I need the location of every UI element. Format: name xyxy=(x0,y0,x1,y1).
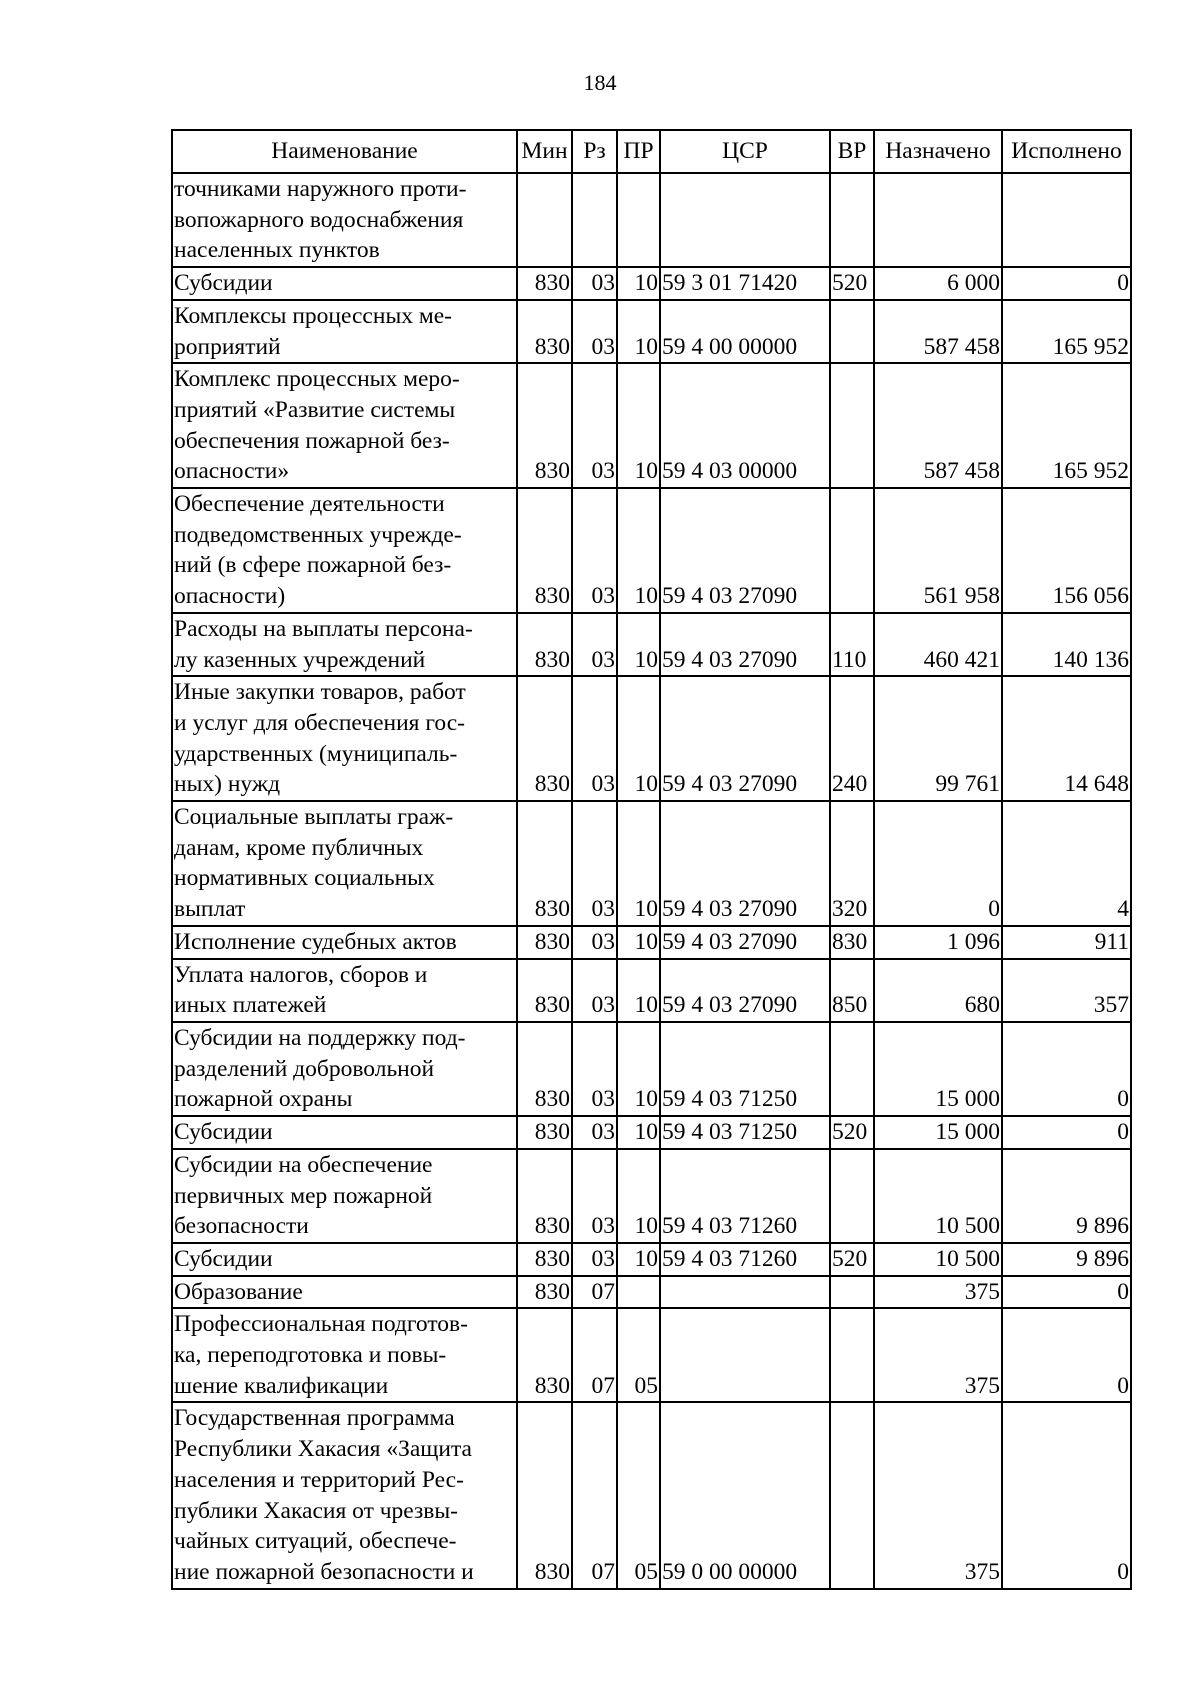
cell-vr: 240 xyxy=(830,676,874,801)
cell-min: 830 xyxy=(517,676,572,801)
cell-csr: 59 4 03 27090 xyxy=(660,801,830,926)
cell-rz: 03 xyxy=(572,676,617,801)
cell-assigned xyxy=(874,173,1002,267)
cell-executed: 0 xyxy=(1002,1276,1131,1309)
cell-name-line: шение квалификации xyxy=(174,1372,389,1399)
cell-pr: 10 xyxy=(617,676,660,801)
table-row xyxy=(172,1116,1131,1149)
cell-vr: 830 xyxy=(830,926,874,959)
cell-vr xyxy=(830,488,874,613)
cell-rz: 03 xyxy=(572,363,617,488)
cell-name-line: точниками наружного проти- xyxy=(174,176,467,202)
cell-assigned: 375 xyxy=(874,1402,1002,1588)
header-csr: ЦСР xyxy=(660,130,830,173)
cell-name-line: Исполнение судебных актов xyxy=(174,928,457,955)
cell-assigned: 587 458 xyxy=(874,363,1002,488)
cell-min: 830 xyxy=(517,926,572,959)
cell-executed: 4 xyxy=(1002,801,1131,926)
cell-executed: 156 056 xyxy=(1002,488,1131,613)
cell-name xyxy=(172,173,517,267)
table-row xyxy=(172,1308,1131,1402)
cell-name-line: Республики Хакасия «Защита xyxy=(174,1436,472,1463)
header-executed: Исполнено xyxy=(1002,130,1131,173)
cell-csr: 59 4 03 71250 xyxy=(660,1116,830,1149)
cell-rz: 07 xyxy=(572,1308,617,1402)
table-row xyxy=(172,173,1131,267)
cell-vr: 110 xyxy=(830,613,874,676)
cell-name-line: подведомственных учрежде- xyxy=(174,521,462,548)
cell-min: 830 xyxy=(517,959,572,1022)
cell-assigned: 0 xyxy=(874,801,1002,926)
cell-vr xyxy=(830,1022,874,1116)
cell-name-line: Обеспечение деятельности xyxy=(174,491,445,518)
cell-rz: 03 xyxy=(572,1022,617,1116)
table-row xyxy=(172,267,1131,300)
table-row xyxy=(172,300,1131,363)
cell-vr xyxy=(830,1276,874,1309)
cell-name-line: Комплексы процессных ме- xyxy=(174,302,452,329)
cell-pr: 10 xyxy=(617,613,660,676)
header-name: Наименование xyxy=(172,130,517,173)
cell-pr: 10 xyxy=(617,1022,660,1116)
cell-name-line: роприятий xyxy=(174,333,281,360)
cell-min: 830 xyxy=(517,613,572,676)
cell-assigned: 99 761 xyxy=(874,676,1002,801)
table-row xyxy=(172,613,1131,676)
cell-csr: 59 4 03 27090 xyxy=(660,488,830,613)
cell-name-line: нормативных социальных xyxy=(174,865,435,892)
cell-name-line: ка, переподготовка и повы- xyxy=(174,1342,447,1369)
cell-pr: 10 xyxy=(617,363,660,488)
cell-name-line: Расходы на выплаты персона- xyxy=(174,615,473,642)
cell-pr: 10 xyxy=(617,1243,660,1276)
table-row xyxy=(172,926,1131,959)
cell-name-line: вопожарного водоснабжения xyxy=(174,206,464,233)
cell-name xyxy=(172,1243,517,1276)
cell-csr: 59 4 03 71260 xyxy=(660,1149,830,1243)
cell-pr: 10 xyxy=(617,959,660,1022)
header-pr: ПР xyxy=(617,130,660,173)
cell-vr: 520 xyxy=(830,1243,874,1276)
cell-vr: 520 xyxy=(830,267,874,300)
cell-name-line: опасности) xyxy=(174,583,286,610)
cell-name-line: пожарной охраны xyxy=(174,1086,353,1113)
table-row xyxy=(172,1022,1131,1116)
page-number: 184 xyxy=(583,70,617,95)
cell-rz: 03 xyxy=(572,300,617,363)
cell-name-line: приятий «Развитие системы xyxy=(174,396,456,423)
cell-rz: 03 xyxy=(572,613,617,676)
cell-name xyxy=(172,1149,517,1243)
cell-name-line: опасности» xyxy=(174,458,290,485)
cell-executed: 357 xyxy=(1002,959,1131,1022)
cell-name-line: ударственных (муниципаль- xyxy=(174,740,458,767)
cell-min: 830 xyxy=(517,1022,572,1116)
cell-csr: 59 4 03 27090 xyxy=(660,926,830,959)
cell-assigned: 375 xyxy=(874,1308,1002,1402)
cell-name xyxy=(172,959,517,1022)
cell-name-line: выплат xyxy=(174,896,246,923)
cell-min: 830 xyxy=(517,363,572,488)
cell-executed: 0 xyxy=(1002,1308,1131,1402)
cell-csr: 59 4 03 71250 xyxy=(660,1022,830,1116)
cell-csr: 59 4 03 27090 xyxy=(660,676,830,801)
cell-csr: 59 4 03 71260 xyxy=(660,1243,830,1276)
cell-min: 830 xyxy=(517,1276,572,1309)
cell-name-line: Субсидии xyxy=(174,270,273,297)
cell-executed: 9 896 xyxy=(1002,1243,1131,1276)
cell-rz: 03 xyxy=(572,1243,617,1276)
cell-executed: 165 952 xyxy=(1002,300,1131,363)
cell-pr: 05 xyxy=(617,1402,660,1588)
cell-csr xyxy=(660,1276,830,1309)
table-row xyxy=(172,488,1131,613)
cell-pr: 10 xyxy=(617,267,660,300)
cell-vr: 320 xyxy=(830,801,874,926)
cell-min: 830 xyxy=(517,801,572,926)
cell-assigned: 15 000 xyxy=(874,1022,1002,1116)
cell-name-line: данам, кроме публичных xyxy=(174,834,424,861)
cell-csr: 59 0 00 00000 xyxy=(660,1402,830,1588)
cell-executed: 9 896 xyxy=(1002,1149,1131,1243)
cell-vr xyxy=(830,1149,874,1243)
cell-min: 830 xyxy=(517,300,572,363)
cell-name-line: разделений добровольной xyxy=(174,1055,435,1082)
cell-rz: 03 xyxy=(572,1116,617,1149)
cell-name xyxy=(172,267,517,300)
cell-executed: 0 xyxy=(1002,1402,1131,1588)
cell-rz: 03 xyxy=(572,959,617,1022)
cell-csr xyxy=(660,1308,830,1402)
cell-assigned: 10 500 xyxy=(874,1243,1002,1276)
cell-name-line: Иные закупки товаров, работ xyxy=(174,679,466,706)
table-row xyxy=(172,1149,1131,1243)
cell-executed: 140 136 xyxy=(1002,613,1131,676)
table-row xyxy=(172,1243,1131,1276)
cell-rz: 03 xyxy=(572,488,617,613)
table-row xyxy=(172,1276,1131,1309)
cell-min: 830 xyxy=(517,1243,572,1276)
cell-rz: 07 xyxy=(572,1402,617,1588)
cell-vr xyxy=(830,1402,874,1588)
cell-name xyxy=(172,613,517,676)
cell-name-line: Субсидии на поддержку под- xyxy=(174,1024,466,1051)
cell-csr: 59 4 03 27090 xyxy=(660,613,830,676)
cell-csr: 59 3 01 71420 xyxy=(660,267,830,300)
cell-vr xyxy=(830,300,874,363)
cell-pr: 10 xyxy=(617,1149,660,1243)
cell-min: 830 xyxy=(517,1116,572,1149)
cell-rz: 03 xyxy=(572,801,617,926)
cell-name xyxy=(172,1276,517,1309)
table-body xyxy=(172,173,1131,1589)
cell-name-line: ных) нужд xyxy=(174,771,281,798)
table-header-row xyxy=(172,130,1131,173)
cell-name-line: Профессиональная подготов- xyxy=(174,1311,468,1338)
cell-min: 830 xyxy=(517,488,572,613)
cell-executed: 0 xyxy=(1002,267,1131,300)
cell-assigned: 587 458 xyxy=(874,300,1002,363)
cell-pr: 05 xyxy=(617,1308,660,1402)
cell-name-line: и услуг для обеспечения гос- xyxy=(174,709,465,736)
cell-name-line: обеспечения пожарной без- xyxy=(174,427,450,454)
cell-name-line: первичных мер пожарной xyxy=(174,1182,433,1209)
cell-name-line: населенных пунктов xyxy=(174,237,380,264)
cell-csr xyxy=(660,173,830,267)
cell-csr: 59 4 00 00000 xyxy=(660,300,830,363)
cell-name-line: безопасности xyxy=(174,1213,309,1240)
cell-vr: 850 xyxy=(830,959,874,1022)
cell-pr: 10 xyxy=(617,300,660,363)
cell-pr: 10 xyxy=(617,801,660,926)
cell-name-line: Субсидии xyxy=(174,1119,273,1146)
cell-executed: 165 952 xyxy=(1002,363,1131,488)
cell-assigned: 6 000 xyxy=(874,267,1002,300)
cell-min: 830 xyxy=(517,1308,572,1402)
cell-name-line: Субсидии на обеспечение xyxy=(174,1151,433,1178)
cell-min: 830 xyxy=(517,1402,572,1588)
cell-name-line: иных платежей xyxy=(174,992,327,1019)
cell-rz: 07 xyxy=(572,1276,617,1309)
cell-assigned: 680 xyxy=(874,959,1002,1022)
header-vr: ВР xyxy=(830,130,874,173)
cell-name-line: Комплекс процессных меро- xyxy=(174,366,460,393)
cell-rz: 03 xyxy=(572,267,617,300)
cell-pr: 10 xyxy=(617,488,660,613)
cell-vr xyxy=(830,363,874,488)
budget-table xyxy=(171,129,1132,1590)
table-row xyxy=(172,959,1131,1022)
cell-name xyxy=(172,363,517,488)
cell-assigned: 1 096 xyxy=(874,926,1002,959)
cell-name-line: Уплата налогов, сборов и xyxy=(174,961,428,988)
cell-executed: 0 xyxy=(1002,1116,1131,1149)
cell-name-line: ний (в сфере пожарной без- xyxy=(174,552,452,579)
cell-csr: 59 4 03 00000 xyxy=(660,363,830,488)
cell-min xyxy=(517,173,572,267)
cell-name xyxy=(172,488,517,613)
cell-assigned: 10 500 xyxy=(874,1149,1002,1243)
cell-name xyxy=(172,926,517,959)
cell-name xyxy=(172,300,517,363)
header-min: Мин xyxy=(517,130,572,173)
cell-name xyxy=(172,676,517,801)
cell-name-line: населения и территорий Рес- xyxy=(174,1466,464,1493)
cell-name xyxy=(172,1402,517,1588)
cell-vr xyxy=(830,173,874,267)
cell-executed: 911 xyxy=(1002,926,1131,959)
cell-rz: 03 xyxy=(572,926,617,959)
cell-executed xyxy=(1002,173,1131,267)
cell-name-line: чайных ситуаций, обеспече- xyxy=(174,1528,457,1555)
cell-pr xyxy=(617,1276,660,1309)
cell-min: 830 xyxy=(517,1149,572,1243)
cell-pr: 10 xyxy=(617,926,660,959)
cell-name-line: публики Хакасия от чрезвы- xyxy=(174,1497,459,1524)
cell-name-line: Субсидии xyxy=(174,1245,273,1272)
table-row xyxy=(172,801,1131,926)
cell-name-line: Образование xyxy=(174,1278,303,1305)
cell-name xyxy=(172,1022,517,1116)
cell-vr: 520 xyxy=(830,1116,874,1149)
cell-name-line: ние пожарной безопасности и xyxy=(174,1558,474,1585)
cell-assigned: 375 xyxy=(874,1276,1002,1309)
table-row xyxy=(172,1402,1131,1588)
cell-name-line: лу казенных учреждений xyxy=(174,646,426,673)
cell-executed: 14 648 xyxy=(1002,676,1131,801)
cell-name xyxy=(172,1308,517,1402)
cell-assigned: 561 958 xyxy=(874,488,1002,613)
table-row xyxy=(172,363,1131,488)
cell-assigned: 460 421 xyxy=(874,613,1002,676)
cell-name xyxy=(172,1116,517,1149)
cell-csr: 59 4 03 27090 xyxy=(660,959,830,1022)
cell-rz: 03 xyxy=(572,1149,617,1243)
cell-pr: 10 xyxy=(617,1116,660,1149)
cell-name xyxy=(172,801,517,926)
header-rz: Рз xyxy=(572,130,617,173)
cell-rz xyxy=(572,173,617,267)
cell-pr xyxy=(617,173,660,267)
header-assigned: Назначено xyxy=(874,130,1002,173)
cell-min: 830 xyxy=(517,267,572,300)
table-row xyxy=(172,676,1131,801)
cell-vr xyxy=(830,1308,874,1402)
cell-name-line: Государственная программа xyxy=(174,1405,455,1432)
cell-assigned: 15 000 xyxy=(874,1116,1002,1149)
cell-executed: 0 xyxy=(1002,1022,1131,1116)
cell-name-line: Социальные выплаты граж- xyxy=(174,804,454,831)
